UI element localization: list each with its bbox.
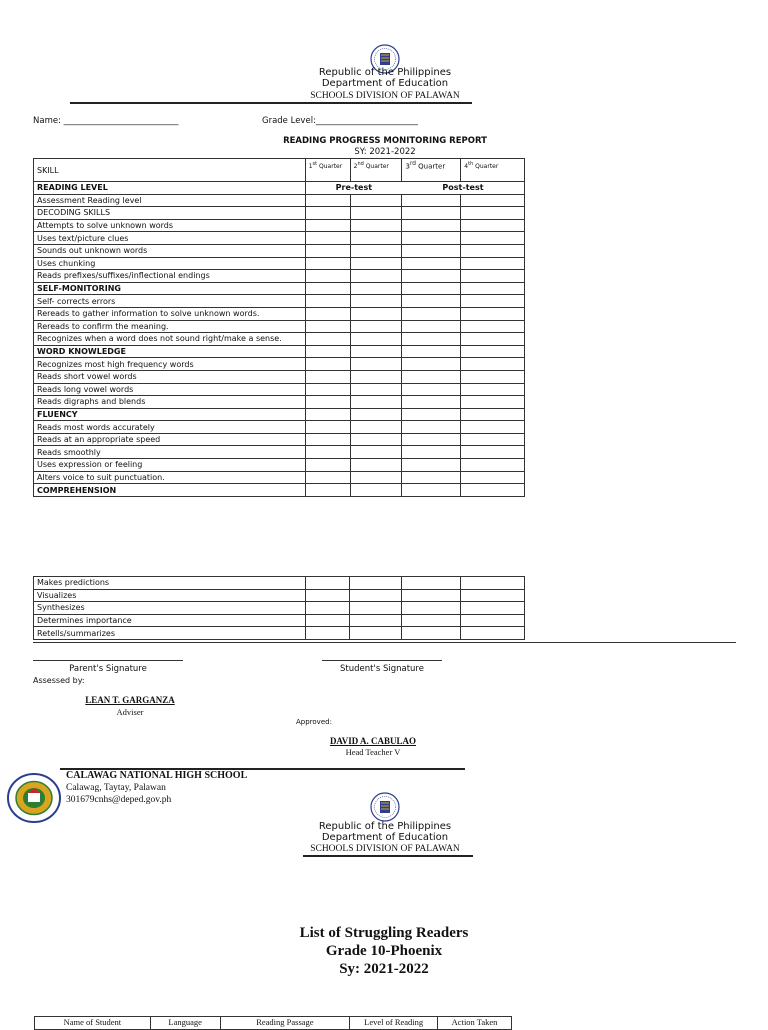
skill-label: Recognizes when a word does not sound right/make a sense. bbox=[34, 333, 306, 346]
list-column-header: Reading Passage bbox=[220, 1017, 350, 1030]
quarter-cell[interactable] bbox=[402, 257, 461, 270]
quarter-cell[interactable] bbox=[305, 207, 350, 220]
quarter-cell[interactable] bbox=[305, 446, 350, 459]
quarter-cell[interactable] bbox=[305, 358, 350, 371]
list-grade: Grade 10-Phoenix bbox=[325, 943, 443, 959]
quarter-cell[interactable] bbox=[305, 421, 350, 434]
quarter-cell[interactable] bbox=[350, 232, 402, 245]
list-column-header: Language bbox=[150, 1017, 220, 1030]
head-teacher-name: DAVID A. CABULAO bbox=[329, 736, 417, 746]
quarter-cell[interactable] bbox=[461, 194, 525, 207]
quarter-cell[interactable] bbox=[305, 282, 350, 295]
skill-label: DECODING SKILLS bbox=[34, 207, 306, 220]
republic-text-2: Republic of the Philippines bbox=[318, 821, 452, 832]
skill-label: Retells/summarizes bbox=[34, 627, 306, 640]
skill-label: Uses text/picture clues bbox=[34, 232, 306, 245]
skill-row bbox=[34, 433, 525, 446]
quarter-cell[interactable] bbox=[350, 219, 402, 232]
grade-level-field[interactable]: Grade Level:________________________ bbox=[262, 116, 418, 126]
quarter-cell[interactable] bbox=[402, 345, 461, 358]
skill-row bbox=[34, 459, 525, 472]
quarter-cell[interactable] bbox=[461, 207, 525, 220]
skill-row bbox=[34, 577, 525, 590]
department-text: Department of Education bbox=[321, 78, 449, 89]
skill-label: Reads short vowel words bbox=[34, 370, 306, 383]
quarter-cell[interactable] bbox=[350, 244, 402, 257]
quarter-cell[interactable] bbox=[305, 320, 350, 333]
quarter-cell[interactable] bbox=[461, 433, 525, 446]
skill-label: Reads long vowel words bbox=[34, 383, 306, 396]
q3-header: 3rd Quarter bbox=[402, 159, 461, 182]
progress-table bbox=[33, 158, 525, 497]
skill-row bbox=[34, 421, 525, 434]
quarter-cell[interactable] bbox=[402, 333, 461, 346]
skill-label: Alters voice to suit punctuation. bbox=[34, 471, 306, 484]
list-sy: Sy: 2021-2022 bbox=[339, 961, 429, 977]
skill-row bbox=[34, 270, 525, 283]
report-sy: SY: 2021-2022 bbox=[354, 147, 416, 157]
quarter-cell[interactable] bbox=[402, 433, 461, 446]
quarter-cell[interactable] bbox=[305, 194, 350, 207]
quarter-cell[interactable] bbox=[350, 421, 402, 434]
quarter-cell[interactable] bbox=[402, 602, 461, 615]
quarter-cell[interactable] bbox=[461, 396, 525, 409]
skill-label: Uses chunking bbox=[34, 257, 306, 270]
pretest-header: Pre-test bbox=[305, 182, 402, 195]
quarter-cell[interactable] bbox=[402, 295, 461, 308]
quarter-cell[interactable] bbox=[402, 484, 461, 497]
skill-label: Attempts to solve unknown words bbox=[34, 219, 306, 232]
department-text-2: Department of Education bbox=[321, 832, 449, 843]
parent-signature-label: Parent's Signature bbox=[69, 664, 147, 674]
quarter-cell[interactable] bbox=[461, 320, 525, 333]
quarter-cell[interactable] bbox=[305, 345, 350, 358]
list-column-header: Level of Reading bbox=[350, 1017, 438, 1030]
skill-row bbox=[34, 345, 525, 358]
skill-row bbox=[34, 282, 525, 295]
student-signature-label: Student's Signature bbox=[340, 664, 424, 674]
skill-row bbox=[34, 484, 525, 497]
adviser-title: Adviser bbox=[116, 707, 144, 717]
quarter-cell[interactable] bbox=[402, 282, 461, 295]
skill-row bbox=[34, 257, 525, 270]
quarter-cell[interactable] bbox=[305, 408, 350, 421]
quarter-cell[interactable] bbox=[305, 577, 350, 590]
quarter-cell[interactable] bbox=[402, 194, 461, 207]
skill-label: Reads smoothly bbox=[34, 446, 306, 459]
quarter-cell[interactable] bbox=[402, 614, 461, 627]
quarter-cell[interactable] bbox=[305, 484, 350, 497]
quarter-cell[interactable] bbox=[402, 459, 461, 472]
skill-row bbox=[34, 219, 525, 232]
quarter-cell[interactable] bbox=[350, 471, 402, 484]
division-text: SCHOOLS DIVISION OF PALAWAN bbox=[310, 91, 460, 101]
quarter-cell[interactable] bbox=[305, 270, 350, 283]
quarter-cell[interactable] bbox=[350, 270, 402, 283]
quarter-cell[interactable] bbox=[350, 446, 402, 459]
quarter-cell[interactable] bbox=[350, 295, 402, 308]
q4-header: 4th Quarter bbox=[461, 159, 525, 182]
quarter-cell[interactable] bbox=[402, 471, 461, 484]
quarter-cell[interactable] bbox=[305, 232, 350, 245]
quarter-cell[interactable] bbox=[461, 219, 525, 232]
posttest-header: Post-test bbox=[402, 182, 525, 195]
adviser-name: LEAN T. GARGANZA bbox=[85, 695, 175, 705]
quarter-cell[interactable] bbox=[461, 345, 525, 358]
skill-row bbox=[34, 207, 525, 220]
quarter-cell[interactable] bbox=[305, 433, 350, 446]
quarter-cell[interactable] bbox=[461, 282, 525, 295]
quarter-cell[interactable] bbox=[350, 589, 402, 602]
quarter-cell[interactable] bbox=[461, 459, 525, 472]
skill-label: SELF-MONITORING bbox=[34, 282, 306, 295]
quarter-cell[interactable] bbox=[402, 577, 461, 590]
skill-row bbox=[34, 358, 525, 371]
quarter-cell[interactable] bbox=[402, 244, 461, 257]
quarter-cell[interactable] bbox=[350, 194, 402, 207]
skill-label: COMPREHENSION bbox=[34, 484, 306, 497]
quarter-cell[interactable] bbox=[350, 484, 402, 497]
quarter-cell[interactable] bbox=[402, 320, 461, 333]
school-email: 301679cnhs@deped.gov.ph bbox=[66, 795, 172, 805]
quarter-cell[interactable] bbox=[350, 207, 402, 220]
quarter-cell[interactable] bbox=[461, 446, 525, 459]
skill-label: Reads prefixes/suffixes/inflectional endings bbox=[34, 270, 306, 283]
quarter-cell[interactable] bbox=[350, 627, 402, 640]
skill-label: Sounds out unknown words bbox=[34, 244, 306, 257]
quarter-cell[interactable] bbox=[350, 307, 402, 320]
quarter-cell[interactable] bbox=[461, 232, 525, 245]
quarter-cell[interactable] bbox=[461, 408, 525, 421]
quarter-cell[interactable] bbox=[350, 408, 402, 421]
school-header-rule bbox=[60, 768, 465, 770]
quarter-cell[interactable] bbox=[350, 257, 402, 270]
quarter-cell[interactable] bbox=[461, 614, 525, 627]
skill-row bbox=[34, 408, 525, 421]
skill-row bbox=[34, 471, 525, 484]
quarter-cell[interactable] bbox=[402, 307, 461, 320]
skill-row bbox=[34, 627, 525, 640]
skill-label: Uses expression or feeling bbox=[34, 459, 306, 472]
quarter-cell[interactable] bbox=[402, 270, 461, 283]
skill-row bbox=[34, 446, 525, 459]
quarter-cell[interactable] bbox=[461, 257, 525, 270]
quarter-cell[interactable] bbox=[350, 602, 402, 615]
student-signature-line bbox=[322, 660, 442, 661]
quarter-cell[interactable] bbox=[305, 471, 350, 484]
skill-row bbox=[34, 383, 525, 396]
skill-label: Synthesizes bbox=[34, 602, 306, 615]
quarter-cell[interactable] bbox=[461, 295, 525, 308]
quarter-cell[interactable] bbox=[350, 320, 402, 333]
school-name: CALAWAG NATIONAL HIGH SCHOOL bbox=[66, 770, 248, 781]
header-rule-2 bbox=[303, 855, 473, 857]
quarter-cell[interactable] bbox=[461, 244, 525, 257]
list-column-header: Name of Student bbox=[35, 1017, 151, 1030]
skill-row bbox=[34, 370, 525, 383]
quarter-cell[interactable] bbox=[305, 589, 350, 602]
name-field[interactable]: Name: ___________________________ bbox=[33, 116, 179, 126]
quarter-cell[interactable] bbox=[402, 207, 461, 220]
quarter-cell[interactable] bbox=[305, 396, 350, 409]
quarter-cell[interactable] bbox=[402, 408, 461, 421]
quarter-cell[interactable] bbox=[350, 370, 402, 383]
quarter-cell[interactable] bbox=[461, 370, 525, 383]
skill-row bbox=[34, 307, 525, 320]
quarter-cell[interactable] bbox=[402, 627, 461, 640]
quarter-cell[interactable] bbox=[305, 295, 350, 308]
q1-header: 1st Quarter bbox=[305, 159, 350, 182]
skill-label: Reads digraphs and blends bbox=[34, 396, 306, 409]
quarter-cell[interactable] bbox=[305, 333, 350, 346]
quarter-cell[interactable] bbox=[350, 459, 402, 472]
q2-header: 2nd Quarter bbox=[350, 159, 402, 182]
skill-row bbox=[34, 194, 525, 207]
quarter-cell[interactable] bbox=[350, 333, 402, 346]
quarter-cell[interactable] bbox=[402, 358, 461, 371]
quarter-cell[interactable] bbox=[305, 459, 350, 472]
skill-label: Rereads to gather information to solve unknown words. bbox=[34, 307, 306, 320]
quarter-cell[interactable] bbox=[305, 307, 350, 320]
report-title: READING PROGRESS MONITORING REPORT bbox=[283, 136, 487, 146]
skill-row bbox=[34, 614, 525, 627]
quarter-cell[interactable] bbox=[305, 383, 350, 396]
quarter-cell[interactable] bbox=[350, 345, 402, 358]
quarter-cell[interactable] bbox=[350, 383, 402, 396]
skill-header: SKILL bbox=[34, 159, 306, 182]
skill-label: Visualizes bbox=[34, 589, 306, 602]
head-teacher-title: Head Teacher V bbox=[345, 747, 401, 757]
quarter-cell[interactable] bbox=[402, 446, 461, 459]
section-rule bbox=[33, 642, 736, 643]
skill-row bbox=[34, 589, 525, 602]
quarter-cell[interactable] bbox=[402, 589, 461, 602]
skill-label: Determines importance bbox=[34, 614, 306, 627]
parent-signature-line bbox=[33, 660, 183, 661]
list-title: List of Struggling Readers bbox=[299, 925, 469, 941]
quarter-cell[interactable] bbox=[350, 614, 402, 627]
quarter-cell[interactable] bbox=[350, 358, 402, 371]
skill-row bbox=[34, 244, 525, 257]
skill-label: FLUENCY bbox=[34, 408, 306, 421]
quarter-cell[interactable] bbox=[305, 244, 350, 257]
quarter-cell[interactable] bbox=[350, 577, 402, 590]
quarter-cell[interactable] bbox=[461, 589, 525, 602]
skill-label: Recognizes most high frequency words bbox=[34, 358, 306, 371]
quarter-cell[interactable] bbox=[305, 370, 350, 383]
quarter-cell[interactable] bbox=[461, 602, 525, 615]
approved-label: Approved: bbox=[296, 718, 332, 726]
quarter-cell[interactable] bbox=[305, 257, 350, 270]
quarter-cell[interactable] bbox=[402, 421, 461, 434]
quarter-cell[interactable] bbox=[461, 333, 525, 346]
quarter-cell[interactable] bbox=[461, 471, 525, 484]
quarter-cell[interactable] bbox=[461, 270, 525, 283]
struggling-readers-table bbox=[34, 1016, 512, 1030]
quarter-cell[interactable] bbox=[350, 433, 402, 446]
school-address: Calawag, Taytay, Palawan bbox=[66, 783, 166, 793]
quarter-cell[interactable] bbox=[305, 627, 350, 640]
skill-label: WORD KNOWLEDGE bbox=[34, 345, 306, 358]
quarter-cell[interactable] bbox=[350, 282, 402, 295]
quarter-cell[interactable] bbox=[461, 358, 525, 371]
skill-label: Assessment Reading level bbox=[34, 194, 306, 207]
skill-row bbox=[34, 396, 525, 409]
quarter-cell[interactable] bbox=[461, 577, 525, 590]
quarter-cell[interactable] bbox=[402, 396, 461, 409]
quarter-cell[interactable] bbox=[461, 383, 525, 396]
comprehension-table bbox=[33, 576, 525, 640]
deped-seal-icon-2 bbox=[370, 792, 400, 822]
skill-row bbox=[34, 333, 525, 346]
header-rule bbox=[70, 102, 472, 104]
list-column-header: Action Taken bbox=[438, 1017, 512, 1030]
skill-label: Reads most words accurately bbox=[34, 421, 306, 434]
skill-row bbox=[34, 320, 525, 333]
quarter-cell[interactable] bbox=[402, 219, 461, 232]
assessed-by-label: Assessed by: bbox=[33, 676, 85, 685]
skill-label: Self- corrects errors bbox=[34, 295, 306, 308]
skill-row bbox=[34, 232, 525, 245]
republic-text: Republic of the Philippines bbox=[318, 67, 452, 78]
quarter-cell[interactable] bbox=[402, 383, 461, 396]
quarter-cell[interactable] bbox=[461, 484, 525, 497]
skill-label: Makes predictions bbox=[34, 577, 306, 590]
quarter-cell[interactable] bbox=[461, 421, 525, 434]
skill-label: Reads at an appropriate speed bbox=[34, 433, 306, 446]
school-logo-icon bbox=[6, 772, 62, 824]
skill-row bbox=[34, 295, 525, 308]
skill-label: READING LEVEL bbox=[34, 182, 306, 195]
quarter-cell[interactable] bbox=[305, 602, 350, 615]
quarter-cell[interactable] bbox=[461, 627, 525, 640]
quarter-cell[interactable] bbox=[402, 232, 461, 245]
division-text-2: SCHOOLS DIVISION OF PALAWAN bbox=[310, 844, 460, 854]
skill-row bbox=[34, 602, 525, 615]
quarter-cell[interactable] bbox=[350, 396, 402, 409]
skill-label: Rereads to confirm the meaning. bbox=[34, 320, 306, 333]
quarter-cell[interactable] bbox=[402, 370, 461, 383]
skill-row bbox=[34, 182, 525, 195]
quarter-cell[interactable] bbox=[461, 307, 525, 320]
quarter-cell[interactable] bbox=[305, 219, 350, 232]
quarter-cell[interactable] bbox=[305, 614, 350, 627]
